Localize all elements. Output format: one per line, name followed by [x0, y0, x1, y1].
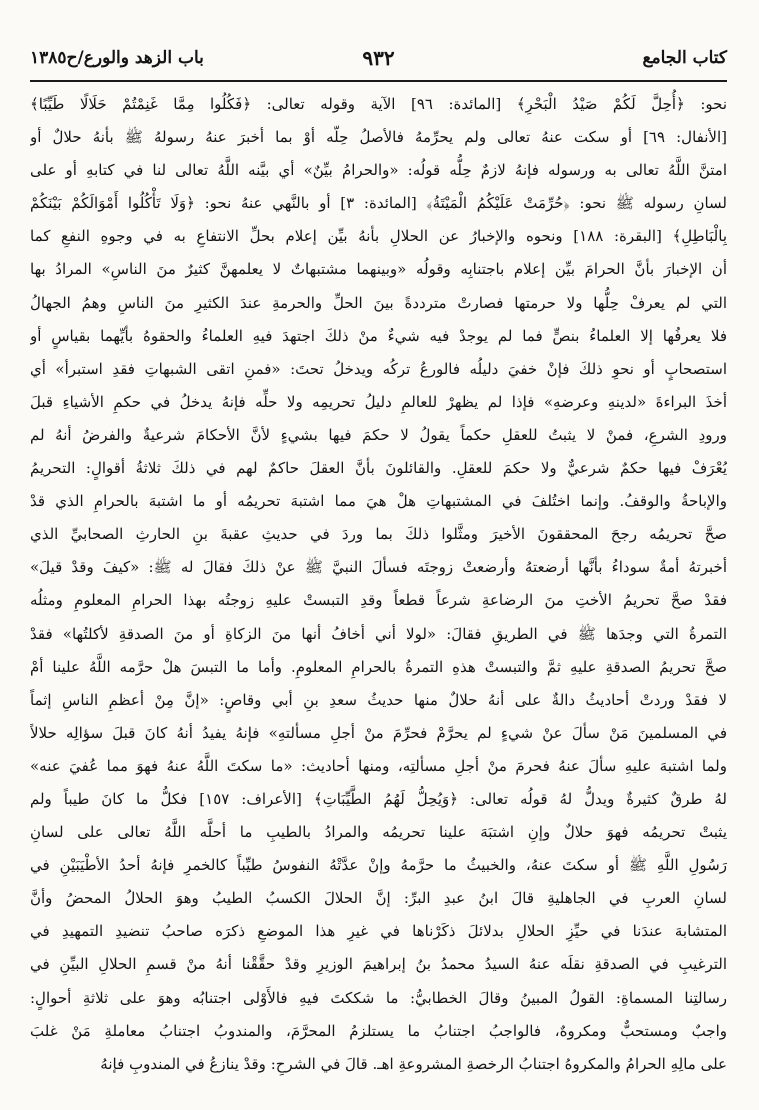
text-line: أخذَ البراءةَ «لدينهِ وعرضهِ» فإذا لم يظهرْ للعالمِ دليلُ تحريمِه ولا حلِّه فإنهُ يدخلُ في حكمِ الأشياءِ قبلَ: [30, 392, 727, 411]
text-line: استصحابٍ أو نحوِ ذلكَ فإنْ خفيَ دليلُه فالورعُ تركُه ويدخلُ تحتَ: «فمنِ اتقى الشبهاتِ فقدِ استبرأ» أي: [30, 359, 727, 378]
text-line: لسانِ رسوله ﷺ نحو: ﴿حُرِّمَتْ عَلَيْكُمُ الْمَيْتَةُ﴾ [المائدة: ٣] أو بالنَّهي عنهُ نحو: ﴿وَلَا تَأْكُلُوا أَمْوَالَكُمْ بَيْنَكُمْ: [30, 194, 727, 213]
text-line: صحَّ تحريمُ الصدقةِ عليهِ ثمَّ والتبستْ هذهِ التمرةُ بالحرامِ المعلومِ. وأما ما التبسَ هلْ حرَّمه اللَّهُ علينا أمْ: [30, 657, 727, 676]
text-line: امتنَّ اللَّهُ تعالى به ورسوله فإنهُ لازمٌ حِلُّه قولُه: «والحرامُ بيِّنٌ» أي بيَّنه اللَّهُ تعالى لنا في كتابهِ أو على: [30, 161, 727, 180]
text-line: والإباحةُ والوقفُ. وإنما اختُلفَ في المشتبهاتِ هلْ هيَ مما اشتبهَ تحريمُه أو ما اشتبهَ بالحرامِ الذي قدْ: [30, 492, 727, 511]
text-line: لهُ طرقٌ كثيرةٌ ويدلُّ لهُ قولُه تعالى: ﴿وَيُحِلُّ لَهُمُ الطَّيِّبَاتِ﴾ [الأعراف: ١٥٧] فكلُّ ما كانَ طيباً ولم: [30, 789, 727, 808]
text-line: [الأنفال: ٦٩] أو سكت عنهُ تعالى ولم يحرِّمهُ فالأصلُ حِلّه أوْ بما أخبرَ عنهُ رسولهُ ﷺ بأنهُ حلالٌ أو: [30, 128, 727, 147]
text-line: لسانِ العربِ في الجاهليةِ قالَ ابنُ عبدِ البرِّ: إنَّ الحلالَ الكسبُ الطيبُ وهوَ الحلالُ المحضُ وأنَّ: [30, 889, 727, 908]
text-line: رَسُولِ اللَّهِ ﷺ أو سكتَ عنهُ، والخبيثُ ما حرَّمهُ وإنْ عدَّتْهُ النفوسُ طيِّباً كالخمرِ فإنهُ أحدُ الأطْيَبَيْنِ في: [30, 856, 727, 875]
text-line: يثبتْ تحريمُه فهوَ حلالٌ وإنِ اشتبَهَ علينا تحريمُه والمرادُ بالطيبِ ما أحلَّه اللَّهُ تعالى على لسانِ: [30, 823, 727, 842]
page-number: ٩٣٢: [362, 46, 395, 70]
text-line: على مالِهِ الحرامُ والمكروهُ اجتنابُ الرخصةِ المشروعةِ اهـ. قالَ في الشرحِ: وقدْ ينازعُ في المندوبِ فإنهُ: [100, 1054, 727, 1073]
text-line: ولما اشتبهَ عليهِ سألَ عنهُ فحرمَ منْ أجلِ مسألتِه، ومنها أحاديث: «ما سكتَ اللَّهُ عنهُ فهوَ مما عُفيَ عنه»: [30, 756, 727, 775]
text-line: واجبٌ ومستحبٌّ ومكروهٌ، فالواجبُ اجتنابُ ما يستلزمُ المحرَّمَ، والمندوبُ اجتنابُ معاملةِ مَنْ غلبَ: [30, 1021, 727, 1040]
text-line: رسالتِنا المسماةِ: القولُ المبينُ وقالَ الخطابيُّ: ما شككتَ فيهِ فالأَوْلى اجتنابُه وهوَ على ثلاثةِ أحوالٍ:: [30, 988, 727, 1007]
text-line: لا فقدْ وردتْ أحاديثُ دالةٌ على أنهُ حلالٌ منها حديثُ سعدِ بنِ أبي وقاصٍ: «إنَّ مِنْ أعظمِ الناسِ إثماً: [30, 690, 727, 709]
text-line: فقدْ صحَّ تحريمُ الأختِ منَ الرضاعةِ شرعاً قطعاً وقدِ التبستْ عليهِ زوجتُه بهذا الحرامِ المعلومِ ومثلُه: [30, 591, 727, 610]
text-line: أن الإخبارَ بأنَّ الحرامَ بيِّن إعلام باجتنابِه وقولُه «وبينهما مشتبهاتٌ لا يعلمهنَّ كثيرٌ منَ الناسِ» المرادُ بها: [30, 260, 727, 279]
text-line: التمرةُ التي وجدَها ﷺ في الطريقِ فقالَ: «لولا أني أخافُ أنها منَ الزكاةِ أو منَ الصدقةِ لأكلتُها» فقدْ: [30, 624, 727, 643]
text-line: يُعْرَفْ فيها حكمٌ شرعيٌّ ولا حكمَ للعقلِ. والقائلونَ بأنَّ العقلَ حاكمٌ لهم في ذلكَ ثلاثةُ أقوالٍ: التحريمُ: [30, 459, 727, 478]
text-line: بِالْبَاطِلِ﴾ [البقرة: ١٨٨] ونحوه والإخبارُ عن الحلالِ بأنهُ بيِّن إعلام بحلِّ الانتفاعِ به في وجوهِ النفعِ كما: [30, 227, 727, 246]
text-line: المتشابهَ عندَنا في حيِّزِ الحلالِ بدلائلَ ذكَرْناها في غيرِ هذا الموضعِ ذكرَه صاحبُ تنضيدِ التمهيدِ في: [30, 922, 727, 941]
text-line: ورودِ الشرعِ، فمنْ لا يثبتُ للعقلِ حكماً يقولُ لا حكمَ فيها بشيءٍ لأنَّ الأحكامَ شرعيةٌ والفرضُ أنهُ لم: [30, 425, 727, 444]
header-divider: [30, 80, 727, 82]
text-line: في المسلمينَ مَنْ سألَ عنْ شيءٍ لم يحرَّمْ فحرِّمَ منْ أجلِ مسألتهِ» فإنهُ يفيدُ أنهُ كانَ قبلَ سؤالِه حلالاً: [30, 723, 727, 742]
page-header: [30, 38, 727, 78]
text-line: نحو: ﴿أُحِلَّ لَكُمْ صَيْدُ الْبَحْرِ﴾ [المائدة: ٩٦] الآية وقوله تعالى: ﴿فَكُلُوا مِمَّا غَنِمْتُمْ حَلَالًا طَيِّبًا﴾: [30, 95, 727, 113]
text-line: أخبرتهُ أمةٌ سوداءُ بأنَّها أرضعتهُ وأرضعتْ زوجتَه فسألَ النبيَّ ﷺ عنْ ذلكَ فقالَ له ﷺ: «كيفَ وقدْ قيلَ»: [30, 558, 727, 577]
body-text: [30, 88, 727, 1098]
text-line: صحَّ تحريمُه رجحَ المحققونَ الأخيرَ ومثَّلوا ذلكَ بما وردَ في حديثِ عقبةَ بنِ الحارثِ الصحابيِّ الذي: [30, 525, 727, 544]
text-line: الترغيبِ في الصدقةِ نقلَه عنهُ السيدُ محمدُ بنُ إبراهيمَ الوزيرِ وقدْ حقَّقْنا أنهُ منْ قسمِ الحلالِ البيِّنِ في: [30, 955, 727, 974]
text-line: التي لم يعرفْ حِلُّها ولا حرمتها فصارتْ مترددةً بينَ الحلِّ والحرمةِ عندَ الكثيرِ منَ الناسِ وهمُ الجهالُ: [30, 293, 727, 312]
chapter-title: باب الزهد والورع/ح١٣٨٥: [30, 48, 204, 68]
book-title: كتاب الجامع: [642, 48, 727, 68]
text-line: فلا يعرفُها إلا العلماءُ بنصٍّ فما لم يوجدْ فيه شيءٌ منْ ذلكَ اجتهدَ فيهِ العلماءُ والحقوهُ بأيِّهما بقياسٍ أو: [30, 326, 727, 345]
